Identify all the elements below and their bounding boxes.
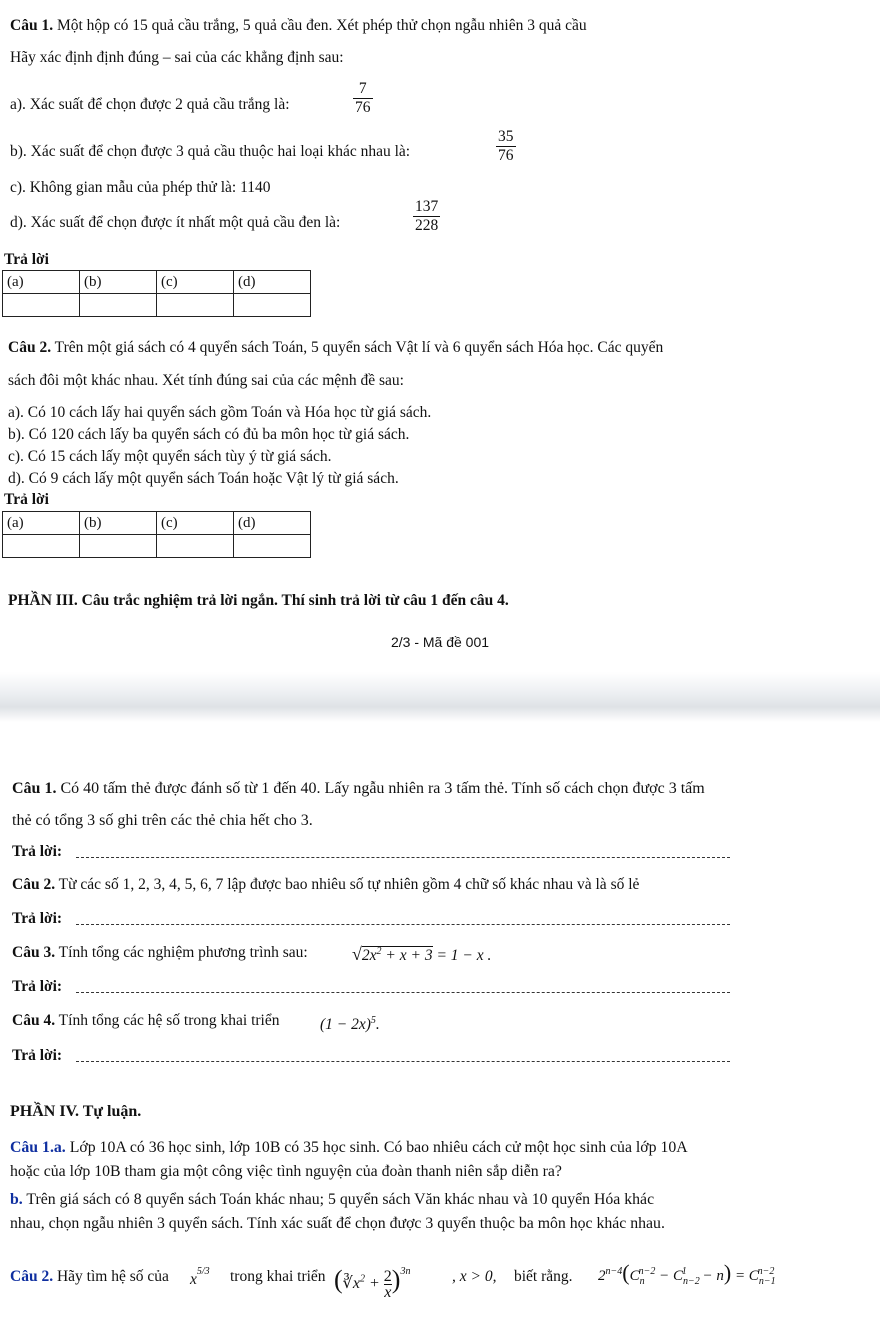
p3-q2-answer-label: Trả lời: [12, 910, 63, 927]
q1-b-fraction [496, 128, 516, 165]
q2-text: Trên một giá sách có 4 quyển sách Toán, 5 quyển sách Vật lí và 6 quyển sách Hóa học. Các quyển [51, 339, 664, 356]
p4-q1b-stem-line2: nhau, chọn ngẫu nhiên 3 quyển sách. Tính xác suất để chọn được 3 quyển thuộc ba môn học khác nhau. [10, 1215, 665, 1232]
p4-q2-title: Câu 2. [10, 1268, 54, 1285]
p4-q2-stem [10, 1267, 169, 1287]
page-break [0, 672, 880, 722]
p3-q2-stem [12, 875, 639, 895]
q1-statement-c: c). Không gian mẫu của phép thử là: 1140 [10, 179, 271, 196]
p3-q4-title: Câu 4. [12, 1012, 56, 1029]
q1-d-denominator: 228 [415, 217, 439, 234]
q1-answer-header-row [3, 271, 311, 294]
q1-b-denominator: 76 [498, 147, 514, 164]
p3-q3-equation: $√2x^2 + x + 3 = 1 - x$ . [352, 944, 492, 965]
p3-q3-title: Câu 3. [12, 944, 56, 961]
q1-answer-cell-d[interactable] [234, 294, 311, 317]
q1-statement-b: b). Xác suất để chọn được 3 quả cầu thuộc hai loại khác nhau là: [10, 143, 411, 160]
p3-q4-answer-line[interactable] [76, 1061, 730, 1062]
q1-answer-cell-b[interactable] [80, 294, 157, 317]
p3-q4-text: Tính tổng các hệ số trong khai triển [55, 1012, 280, 1029]
p3-q1-answer-line[interactable] [76, 857, 730, 858]
p4-q2-condition: , x > 0, [452, 1268, 497, 1285]
p4-q1b-text: Trên giá sách có 8 quyển sách Toán khác nhau; 5 quyển sách Văn khác nhau và 10 quyển Hóa khác [22, 1191, 655, 1208]
q1-answer-cell-c[interactable] [157, 294, 234, 317]
q2-answer-label: Trả lời [4, 491, 49, 508]
p4-q1a-text: Lớp 10A có 36 học sinh, lớp 10B có 35 học sinh. Có bao nhiêu cách cử một học sinh của lớp 10A [65, 1139, 688, 1156]
p3-q2-answer-line[interactable] [76, 924, 730, 925]
p3-q1-title: Câu 1. [12, 780, 57, 797]
q1-header-a: (a) [3, 271, 80, 294]
q1-a-denominator: 76 [355, 99, 371, 116]
q1-header-d: (d) [234, 271, 311, 294]
q2-answer-header-row [3, 512, 311, 535]
q1-statement-d: d). Xác suất để chọn được ít nhất một quả cầu đen là: [10, 214, 341, 231]
q1-instruction: Hãy xác định định đúng – sai của các khẳng định sau: [10, 49, 344, 66]
p4-q2-known: biết rằng. [514, 1268, 573, 1285]
p3-q3-answer-line[interactable] [76, 992, 730, 993]
p3-q4-stem [12, 1011, 280, 1031]
q1-answer-label: Trả lời [4, 251, 49, 268]
p3-q3-stem [12, 943, 308, 963]
q2-header-a: (a) [3, 512, 80, 535]
p4-q1b-title: b. [10, 1191, 23, 1208]
p4-q2-power: $x^{5/3}$ [190, 1266, 210, 1288]
q1-title: Câu 1. [10, 17, 54, 34]
q2-answer-input-row [3, 535, 311, 558]
q1-header-b: (b) [80, 271, 157, 294]
q1-d-fraction [413, 198, 440, 235]
q1-answer-cell-a[interactable] [3, 294, 80, 317]
q2-statement-b: b). Có 120 cách lấy ba quyển sách có đủ ba môn học từ giá sách. [8, 426, 410, 443]
p4-q2-mid: trong khai triển [230, 1268, 326, 1285]
q2-statement-a: a). Có 10 cách lấy hai quyển sách gồm Toán và Hóa học từ giá sách. [8, 404, 432, 421]
q2-stem-line2: sách đôi một khác nhau. Xét tính đúng sai của các mệnh đề sau: [8, 372, 404, 389]
q2-header-c: (c) [157, 512, 234, 535]
q2-statement-d: d). Có 9 cách lấy một quyển sách Toán hoặc Vật lý từ giá sách. [8, 470, 399, 487]
q1-statement-a: a). Xác suất để chọn được 2 quả cầu trắng là: [10, 96, 290, 113]
p3-q3-text: Tính tổng các nghiệm phương trình sau: [55, 944, 308, 961]
q2-answer-cell-c[interactable] [157, 535, 234, 558]
q1-b-numerator: 35 [498, 128, 514, 145]
q1-a-numerator: 7 [353, 80, 373, 99]
q2-statement-c: c). Có 15 cách lấy một quyển sách tùy ý từ giá sách. [8, 448, 332, 465]
p4-q1a-stem-line2: hoặc của lớp 10B tham gia một công việc tình nguyện của đoàn thanh niên sắp diễn ra? [10, 1163, 562, 1180]
p4-q1a-title: Câu 1.a. [10, 1139, 66, 1156]
part3-heading: PHẦN III. Câu trắc nghiệm trả lời ngắn. Thí sinh trả lời từ câu 1 đến câu 4. [8, 592, 509, 609]
q2-title: Câu 2. [8, 339, 52, 356]
q1-stem [10, 16, 587, 36]
part4-heading: PHẦN IV. Tự luận. [10, 1103, 142, 1120]
p4-q1a-stem [10, 1138, 688, 1158]
q2-answer-cell-b[interactable] [80, 535, 157, 558]
p3-q3-answer-label: Trả lời: [12, 978, 63, 995]
q2-stem [8, 338, 663, 358]
page-footer: 2/3 - Mã đề 001 [390, 634, 490, 650]
q1-header-c: (c) [157, 271, 234, 294]
p3-q1-answer-label: Trả lời: [12, 843, 63, 860]
p4-q2-expansion: ($∛x^2$ + $\frac{2}{x}$ )$^{3n}$ [334, 1265, 411, 1301]
q2-header-d: (d) [234, 512, 311, 535]
p3-q4-answer-label: Trả lời: [12, 1047, 63, 1064]
q2-answer-cell-d[interactable] [234, 535, 311, 558]
p4-q1b-stem [10, 1190, 654, 1210]
p3-q2-title: Câu 2. [12, 876, 56, 893]
q1-a-fraction [353, 80, 373, 117]
q1-text: Một hộp có 15 quả cầu trắng, 5 quả cầu đen. Xét phép thử chọn ngẫu nhiên 3 quả cầu [53, 17, 587, 34]
q1-d-numerator: 137 [415, 198, 439, 215]
p3-q1-stem [12, 779, 705, 799]
q2-answer-cell-a[interactable] [3, 535, 80, 558]
p4-q2-identity: $2^{n-4}(C_n^{n-2} - C_{n-2}^1 - n) = C_{n-1}^{n-2}$ [598, 1260, 776, 1287]
q1-answer-input-row [3, 294, 311, 317]
q2-header-b: (b) [80, 512, 157, 535]
p4-q2-text: Hãy tìm hệ số của [53, 1268, 169, 1285]
p3-q4-expression: $(1 - 2x)^5$. [320, 1015, 380, 1034]
q1-answer-table [2, 270, 311, 317]
q2-answer-table [2, 511, 311, 558]
p3-q2-text: Từ các số 1, 2, 3, 4, 5, 6, 7 lập được bao nhiêu số tự nhiên gồm 4 chữ số khác nhau và là số lẻ [55, 876, 640, 893]
p3-q1-stem-line2: thẻ có tổng 3 số ghi trên các thẻ chia hết cho 3. [12, 812, 313, 829]
p3-q1-text: Có 40 tấm thẻ được đánh số từ 1 đến 40. Lấy ngẫu nhiên ra 3 tấm thẻ. Tính số cách chọn được 3 tấm [56, 780, 705, 797]
